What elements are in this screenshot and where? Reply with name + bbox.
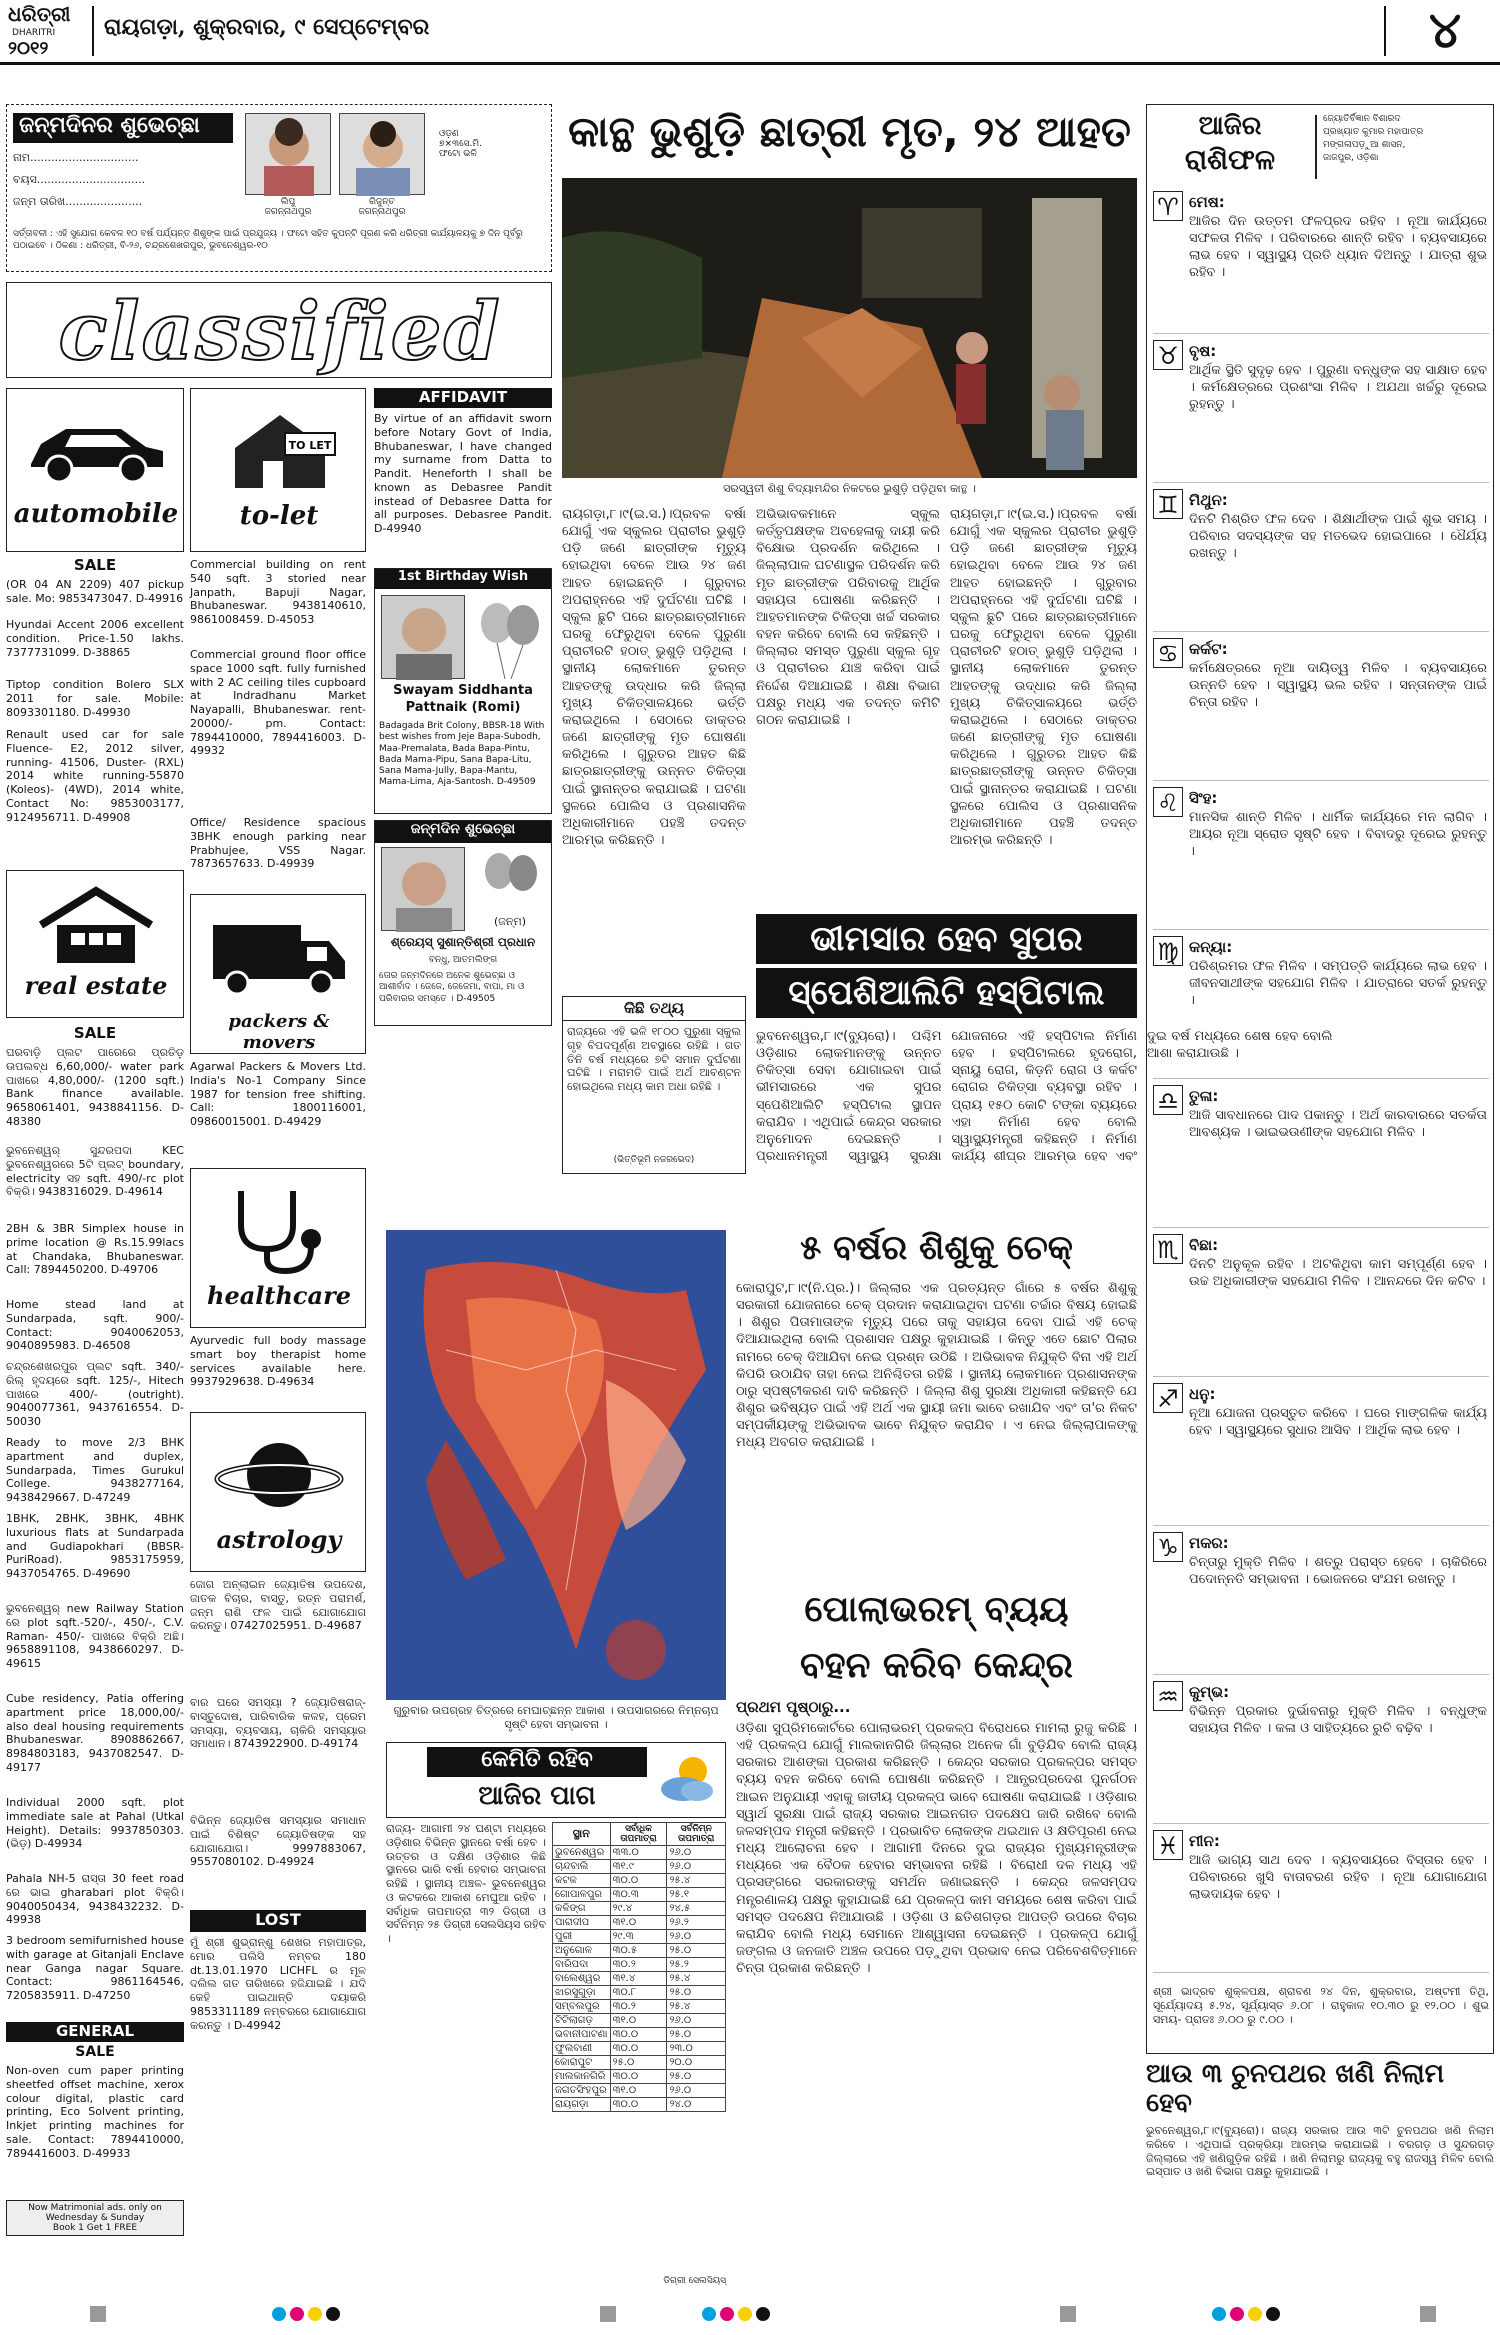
auto-ad-1: (OR 04 AN 2209) 407 pickup sale. Mo: 9853473047. D-49916: [6, 578, 184, 605]
child-photo-1: [245, 113, 331, 195]
horoscope-sign: [1153, 487, 1489, 632]
healthcare-box: [190, 1168, 366, 1328]
weather-max-cell: ୩୧.୪: [610, 1972, 667, 1986]
hospital-headline-1: ଭୀମସାର ହେବ ସୁପର: [756, 914, 1137, 964]
healthcare-ad: Ayurvedic full body massage smart boy therapist home services available here. 9937929638. D-49634: [190, 1334, 366, 1389]
janmadina-heading: ଜନ୍ମଦିନ ଶୁଭେଚ୍ଛା: [375, 821, 551, 843]
weather-table-row: [553, 1874, 726, 1888]
weather-table-row: [553, 2056, 726, 2070]
hospital-story-text: ଭୁବନେଶ୍ୱର,୮।୯(ବ୍ୟୁରୋ)। ପଶ୍ଚିମ ଓଡ଼ିଶାର ଲୋକମାନଙ୍କୁ ଉନ୍ନତ ଚିକିତ୍ସା ସେବା ଯୋଗାଇବା ପାଇଁ ଭୀମସାରରେ ଏକ ସୁପର ସ୍ପେଶିଆଲିଟି ହସ୍ପିଟାଲ ସ୍ଥାପନ କରାଯିବ । ଏଥିପାଇଁ କେନ୍ଦ୍ର ସରକାର ଅନୁମୋଦନ ଦେଇଛନ୍ତି । ପ୍ରଧାନମନ୍ତ୍ରୀ ସ୍ୱାସ୍ଥ୍ୟ ସୁରକ୍ଷା ଯୋଜନାରେ ଏହି ହସ୍ପିଟାଲ ନିର୍ମାଣ ହେବ । ହସ୍ପିଟାଲରେ ହୃଦରୋଗ, ସ୍ନାୟୁ ରୋଗ, କିଡ଼ନି ରୋଗ ଓ କର୍କଟ ରୋଗର ଚିକିତ୍ସା ବ୍ୟବସ୍ଥା ରହିବ । ପ୍ରାୟ ୧୫୦ କୋଟି ଟଙ୍କା ବ୍ୟୟରେ ଏହା ନିର୍ମାଣ ହେବ ବୋଲି ସ୍ୱାସ୍ଥ୍ୟମନ୍ତ୍ରୀ କହିଛନ୍ତି । ନିର୍ମାଣ କାର୍ଯ୍ୟ ଶୀଘ୍ର ଆରମ୍ଭ ହେବ ଏବଂ ଦୁଇ ବର୍ଷ ମଧ୍ୟରେ ଶେଷ ହେବ ବୋଲି ଆଶା କରାଯାଉଛି ।: [756, 1029, 1333, 1165]
weather-place-cell: ପାରାଦୀପ: [553, 1916, 611, 1930]
weather-min-cell: ୨୬.୦: [667, 2084, 726, 2098]
satellite-image: [386, 1230, 726, 1700]
packers-ad: Agarwal Packers & Movers Ltd. India's No-1 Company Since 1987 for tension free shifting. Call: 1800116001, 09860015001. D-49429: [190, 1060, 366, 1128]
automobile-box: [6, 388, 184, 552]
zodiac-text: ଦିନଟି ମିଶ୍ରିତ ଫଳ ଦେବ । ଶିକ୍ଷାର୍ଥୀଙ୍କ ପାଇଁ ଶୁଭ ସମୟ । ପରିବାର ସଦସ୍ୟଙ୍କ ସହ ମତଭେଦ ହୋଇପାରେ । ଧୈର୍ଯ୍ୟ ରଖନ୍ତୁ ।: [1189, 512, 1487, 562]
sale-heading: SALE: [6, 556, 184, 576]
weather-min-cell: ୨୫.୧: [667, 1888, 726, 1902]
weather-place-cell: ମାଲକାନଗିରି: [553, 2070, 611, 2084]
polavaram-headline-2: ବହନ କରିବ କେନ୍ଦ୍ର: [800, 1645, 1073, 1686]
zodiac-name: ସିଂହ:: [1189, 789, 1218, 807]
weather-min-cell: ୨୫.୨: [667, 1958, 726, 1972]
weather-title-box: [386, 1742, 726, 1818]
weather-place-cell: ଭୁବନେଶ୍ୱର: [553, 1846, 611, 1860]
yellow-dot: [1248, 2307, 1262, 2321]
zodiac-name: କର୍କଟ:: [1189, 640, 1228, 658]
weather-max-cell: ୩୦.୫: [610, 1944, 667, 1958]
weather-title-2: ଆଜିର ପାଗ: [478, 1781, 596, 1811]
weather-min-cell: ୨୩.୦: [667, 2042, 726, 2056]
zodiac-text: ଆଜିର ଦିନ ଉତ୍ତମ ଫଳପ୍ରଦ ରହିବ । ନୂଆ କାର୍ଯ୍ୟରେ ସଫଳତା ମିଳିବ । ପରିବାରରେ ଶାନ୍ତି ରହିବ । ବ୍ୟବସାୟରେ ଲାଭ ହେବ । ସ୍ୱାସ୍ଥ୍ୟ ପ୍ରତି ଧ୍ୟାନ ଦିଅନ୍ତୁ । ଯାତ୍ରା ଶୁଭ ରହିବ ।: [1189, 214, 1487, 281]
weather-min-cell: ୨୦.୦: [667, 2056, 726, 2070]
birthday-field-age: ବୟସ...............................: [13, 173, 146, 186]
automobile-label: automobile: [13, 499, 179, 529]
magenta-dot: [290, 2307, 304, 2321]
weather-max-cell: ୩୦.୦: [610, 2098, 667, 2112]
lost-heading: LOST: [190, 1910, 366, 1932]
black-dot: [326, 2307, 340, 2321]
first-birthday-heading: 1st Birthday Wish: [375, 569, 551, 589]
horoscope-sign: [1153, 934, 1489, 1079]
weather-table-row: [553, 1944, 726, 1958]
check-story-text: କୋରାପୁଟ,୮।୯(ନି.ପ୍ର.)। ଜିଲ୍ଲାର ଏକ ପ୍ରତ୍ୟନ୍ତ ଗାଁରେ ୫ ବର୍ଷର ଶିଶୁକୁ ସରକାରୀ ଯୋଜନାରେ ଚେକ୍ ପ୍ରଦାନ କରାଯାଇଥିବା ଘଟଣା ଚର୍ଚ୍ଚାର ବିଷୟ ହୋଇଛି । ଶିଶୁର ପିତାମାତାଙ୍କ ମୃତ୍ୟୁ ପରେ ତାକୁ ସହାୟତା ଦେବା ପାଇଁ ଏହି ଚେକ୍ ଦିଆଯାଇଥିଲା ବୋଲି ପ୍ରଶାସନ ପକ୍ଷରୁ କୁହାଯାଇଛି । କିନ୍ତୁ ଏତେ ଛୋଟ ପିଲାର ନାମରେ ଚେକ୍ ଦିଆଯିବା ନେଇ ପ୍ରଶ୍ନ ଉଠିଛି । ଅଭିଭାବକ ନିଯୁକ୍ତି ବିନା ଏହି ଅର୍ଥ କିପରି ଉଠାଯିବ ତାହା ନେଇ ଅନିଶ୍ଚିତତା ରହିଛି । ସ୍ଥାନୀୟ ଲୋକମାନେ ପ୍ରଶାସନଙ୍କ ଠାରୁ ସ୍ପଷ୍ଟୀକରଣ ଦାବି କରିଛନ୍ତି । ଜିଲ୍ଲା ଶିଶୁ ସୁରକ୍ଷା ଅଧିକାରୀ କହିଛନ୍ତି ଯେ ଶିଶୁର ଭବିଷ୍ୟତ ପାଇଁ ଏହି ଅର୍ଥ ଏକ ସ୍ଥାୟୀ ଜମା ଭାବେ ରଖାଯିବ ଏବଂ ତା'ର ନିକଟ ସମ୍ପର୍କୀୟଙ୍କୁ ଅଭିଭାବକ ଭାବେ ନିଯୁକ୍ତ କରାଯିବ । ଏ ନେଇ ଜିଲ୍ଲାପାଳଙ୍କୁ ମଧ୍ୟ ଅବଗତ କରାଯାଇଛି ।: [736, 1281, 1137, 1451]
to-let-ad-2: Commercial ground floor office space 1000 sqft. fully furnished with 2 AC ceiling tiles cupboard at Indradhanu Market Nayapalli, Bhubaneswar. rent-20000/- pm. Contact: 7894410000, 7894416003. D-49932: [190, 648, 366, 758]
weather-title-1: କେମିତି ରହିବ: [427, 1747, 647, 1777]
weather-max-cell: ୩୦.୨: [610, 1958, 667, 1972]
classified-col-3: [374, 388, 552, 1028]
masthead: [0, 0, 1500, 62]
weather-max-cell: ୩୩.୦: [610, 1846, 667, 1860]
yellow-dot: [738, 2307, 752, 2321]
zodiac-name: ତୁଳା:: [1189, 1087, 1219, 1105]
horoscope-sign: [1153, 1381, 1489, 1526]
cyan-dot: [1212, 2307, 1226, 2321]
baby-photo: [381, 595, 465, 679]
re-ad-10: Individual 2000 sqft. plot immediate sale at Pahal (Utkal Height). Details: 9937850303. (ଭିଡ଼) D-49934: [6, 1796, 184, 1851]
weather-max-cell: ୩୦.୦: [610, 2070, 667, 2084]
janmadina-name: ଶ୍ରେୟସ୍ ସୁଶାନ୍ତିଶ୍ରୀ ପ୍ରଧାନ: [390, 935, 536, 949]
first-birthday-text: Badagada Brit Colony, BBSR-18 With best wishes from Jeje Bapa-Subodh, Maa-Premalata, Bada Bapa-Pintu, Bada Mama-Pipu, Sana Bapa-Litu, Sana Mama-Jully, Bapa-Mantu, Mama-Lima, Aja-Santosh. D-49509: [379, 721, 545, 788]
weather-max-cell: ୨୯.୩: [610, 1930, 667, 1944]
masthead-dateline: ରାୟଗଡ଼ା, ଶୁକ୍ରବାର, ୯ ସେପ୍ଟେମ୍ବର: [104, 14, 430, 40]
hospital-headline-2: ସ୍ପେଶିଆଲିଟି ହସ୍ପିଟାଲ: [756, 968, 1137, 1018]
zodiac-text: ବିଭିନ୍ନ ପ୍ରକାର ଦୁର୍ଭାବନାରୁ ମୁକ୍ତି ମିଳିବ । ବନ୍ଧୁଙ୍କ ସହାୟତା ମିଳିବ । କଳା ଓ ସାହିତ୍ୟରେ ରୁଚି ବଢ଼ିବ ।: [1189, 1704, 1487, 1737]
lead-photo-caption: ସରସ୍ୱତୀ ଶିଶୁ ବିଦ୍ୟାମନ୍ଦିର ନିକଟରେ ଭୁଶୁଡ଼ି ପଡ଼ିଥିବା କାନ୍ଥ ।: [723, 482, 976, 495]
weather-table-row: [553, 1916, 726, 1930]
weather-place-cell: ଭବାନୀପାଟଣା: [553, 2028, 611, 2042]
zodiac-text: ମାନସିକ ଶାନ୍ତି ମିଳିବ । ଧାର୍ମିକ କାର୍ଯ୍ୟରେ ମନ ଲାଗିବ । ଆୟର ନୂଆ ସ୍ରୋତ ସୃଷ୍ଟି ହେବ । ବିବାଦରୁ ଦୂରେଇ ରୁହନ୍ତୁ ।: [1189, 810, 1487, 860]
cyan-dot: [272, 2307, 286, 2321]
weather-min-cell: ୨୬.୦: [667, 1930, 726, 1944]
masthead-logo: ଧରିତ୍ରୀ: [8, 2, 71, 26]
horoscope-astrologer: ଜ୍ୟୋତିର୍ବିଜ୍ଞାନ ବିଶାରଦ ପ୍ରଖ୍ୟାତ କୁମାର ମହାପାତ୍ର ମଙ୍ଗଳାପଡ଼ୁଆ ଶାସନ, ଜାଜପୁର, ଓଡ଼ିଶା: [1323, 114, 1424, 164]
horoscope-title-2: ରାଶିଫଳ: [1184, 143, 1276, 176]
weather-table-row: [553, 1888, 726, 1902]
weather-table-row: [553, 1902, 726, 1916]
re-ad-5: ଚନ୍ଦ୍ରଶେଖରପୁର ପ୍ଲଟ sqft. 340/- ରିଲ୍ ହୃଦୟରେ sqft. 125/-, Hitech ପାଖରେ 400/- (outright). 9040077361, 9437616554. D-50030: [6, 1360, 184, 1428]
page-number: ୪: [1428, 0, 1462, 59]
zodiac-name: ବିଛା:: [1189, 1236, 1219, 1254]
weather-table: [552, 1822, 726, 2112]
photo-size-note: ଓଡ଼ଣ ୭×୩ସେ.ମି. ଫଟୋ ଭଳି: [439, 129, 482, 159]
reg-bar-mid-1: [600, 2306, 616, 2322]
weather-min-cell: ୨୬.୦: [667, 2014, 726, 2028]
weather-max-cell: ୩୦.୦: [610, 2042, 667, 2056]
weather-min-cell: ୨୫.୪: [667, 1874, 726, 1888]
auction-headline: ଆଉ ୩ ଚୁନପଥର ଖଣି ନିଲାମ ହେବ: [1146, 2059, 1445, 2118]
masthead-divider: [92, 6, 94, 56]
horoscope-sign: [1153, 1679, 1489, 1824]
general-ad: Non-oven cum paper printing sheetfed offset machine, xerox colour digital, plastic card printing, Eco Solvent printing, Inkjet printing machines for sale. Contact: 7894410000, 7894416003. D-49933: [6, 2064, 184, 2160]
zodiac-name: ଧନୁ:: [1189, 1385, 1216, 1403]
re-ad-3: 2BH & 3BR Simplex house in prime location @ Rs.15.99lacs at Chandaka, Bhubaneswar. Call: 7894450200. D-49706: [6, 1222, 184, 1277]
zodiac-text: ନୂଆ ଯୋଜନା ପ୍ରସ୍ତୁତ କରିବେ । ଘରେ ମାଙ୍ଗଳିକ କାର୍ଯ୍ୟ ହେବ । ସ୍ୱାସ୍ଥ୍ୟରେ ସୁଧାର ଆସିବ । ଆର୍ଥିକ ଲାଭ ହେବ ।: [1189, 1406, 1487, 1439]
weather-table-row: [553, 1972, 726, 1986]
color-dots-1: [270, 2306, 390, 2324]
weather-place-cell: ଜଗତସିଂହପୁର: [553, 2084, 611, 2098]
real-estate-box: [6, 870, 184, 1018]
affidavit-heading: AFFIDAVIT: [374, 388, 552, 408]
weather-place-cell: ସମ୍ବଲପୁର: [553, 2000, 611, 2014]
weather-max-cell: ୩୧.୦: [610, 1916, 667, 1930]
masthead-year: ୨୦୧୨: [8, 38, 49, 59]
weather-max-cell: ୩୧.୦: [610, 2084, 667, 2098]
weather-table-row: [553, 2098, 726, 2112]
re-ad-4: Home stead land at Sundarpada, sqft. 900/- Contact: 9040062053, 9040895983. D-46508: [6, 1298, 184, 1353]
weather-col-max: ସର୍ବାଧିକ ତାପମାତ୍ରା: [610, 1823, 667, 1846]
classified-title: classified: [58, 284, 502, 378]
masthead-page-divider: [1384, 6, 1386, 56]
weather-min-cell: ୨୫.୦: [667, 2028, 726, 2042]
classified-banner: [6, 282, 552, 378]
weather-source: ଡିଗ୍ରୀ ସେଲସିୟସ୍: [663, 2276, 726, 2286]
child-caption-2: ରିଜୁନ୍ତ ଜଗନ୍ନାଥପୁର: [358, 197, 406, 217]
weather-max-cell: ୩୧.୯: [610, 1860, 667, 1874]
zodiac-name: ବୃଷ:: [1189, 342, 1217, 360]
horoscope-title-1: ଆଜିର: [1198, 111, 1262, 141]
truck-icon: [209, 917, 349, 997]
zodiac-name: ମୀନ:: [1189, 1832, 1220, 1850]
magenta-dot: [720, 2307, 734, 2321]
color-dots-2: [700, 2306, 820, 2324]
hospital-headline-box: [756, 912, 1137, 1022]
re-ad-12: 3 bedroom semifurnished house with garage at Gitanjali Enclave near Ganga nagar Square. Contact: 9861164546, 7205835911. D-47250: [6, 1934, 184, 2002]
facts-heading: କିଛି ତଥ୍ୟ: [563, 999, 745, 1021]
astro-ad-2: ବାର ଘରେ ସମସ୍ୟା ? ଜ୍ୟୋତିଷରାଜ୍- ବାସ୍ତୁଦୋଷ, ପାରିବାରିକ କଳହ, ପ୍ରେମ ସମସ୍ୟା, ବ୍ୟବସାୟ, ଚାକିରି ସମସ୍ୟାର ସମାଧାନ। 8743922900. D-49174: [190, 1696, 366, 1751]
matrimonial-note: Now Matrimonial ads. only on Wednesday & Sunday Book 1 Get 1 FREE: [6, 2200, 184, 2236]
weather-table-row: [553, 2042, 726, 2056]
auto-ad-2: Hyundai Accent 2006 excellent condition. Price-1.50 lakhs. 7377731099. D-38865: [6, 618, 184, 659]
auction-text: ଭୁବନେଶ୍ୱର,୮।୯(ବ୍ୟୁରୋ)। ରାଜ୍ୟ ସରକାର ଆଉ ୩ଟି ଚୁନପଥର ଖଣି ନିଲାମ କରିବେ । ଏଥିପାଇଁ ପ୍ରକ୍ରିୟା ଆରମ୍ଭ କରାଯାଇଛି । ବରଗଡ଼ ଓ ସୁନ୍ଦରଗଡ଼ ଜିଲ୍ଲାରେ ଏହି ଖଣିଗୁଡ଼ିକ ରହିଛି । ଖଣି ନିଲାମରୁ ରାଜ୍ୟକୁ ବହୁ ରାଜସ୍ୱ ମିଳିବ ବୋଲି ଇସ୍ପାତ ଓ ଖଣି ବିଭାଗ ପକ୍ଷରୁ କୁହାଯାଇଛି ।: [1146, 2124, 1494, 2179]
weather-place-cell: କଟକ: [553, 1874, 611, 1888]
classified-col-2: [190, 388, 366, 2293]
child-caption-1: ଲିପୁ ଜଗନ୍ନାଥପୁର: [264, 197, 312, 217]
zodiac-icon: ♑: [1153, 1532, 1183, 1562]
zodiac-name: ମେଷ:: [1189, 193, 1225, 211]
zodiac-icon: ♏: [1153, 1234, 1183, 1264]
weather-col-min: ସର୍ବନିମ୍ନ ତାପମାତ୍ରା: [667, 1823, 726, 1846]
masthead-logo-sub: DHARITRI: [12, 28, 56, 38]
janmadina-photo: [381, 847, 465, 931]
cyan-dot: [702, 2307, 716, 2321]
janmadina-sub: ବନ୍ଧୁ, ଆତମଲିଙ୍ଗ: [428, 955, 498, 965]
weather-max-cell: ୩୦.୩: [610, 1888, 667, 1902]
to-let-house-icon: [215, 403, 345, 493]
car-icon: [21, 409, 171, 489]
lost-ad: ମୁଁ ଶ୍ରୀ ଶୁଭ୍ରାନ୍ଶୁ ଶେଖର ମହାପାତ୍ର, ମୋର ପଲିସି ନମ୍ବର 180 dt.13.01.1970 LICHFL ର ମୂଳ ଦଲିଲ ଗତ ତାରିଖରେ ହଜିଯାଇଛି । ଯଦି କେହି ପାଇଥାନ୍ତି ଦୟାକରି 9853311189 ନମ୍ବରରେ ଯୋଗାଯୋଗ କରନ୍ତୁ । D-49942: [190, 1936, 366, 2032]
weather-min-cell: ୨୫.୦: [667, 2070, 726, 2084]
svg-text:TO LET: TO LET: [288, 439, 332, 452]
zodiac-text: ଆଜି ଭାଗ୍ୟ ସାଥ ଦେବ । ବ୍ୟବସାୟରେ ବିସ୍ତାର ହେବ । ପରିବାରରେ ଖୁସି ବାତାବରଣ ରହିବ । ନୂଆ ଯୋଗାଯୋଗ ଲାଭଦାୟକ ହେବ ।: [1189, 1853, 1487, 1903]
lead-headline: କାନ୍ଥ ଭୁଶୁଡ଼ି ଛାତ୍ରୀ ମୃତ, ୨୪ ଆହତ: [568, 107, 1131, 156]
lead-story-col1: ରାୟଗଡ଼ା,୮।୯(ଇ.ସ.)।ପ୍ରବଳ ବର୍ଷା ଯୋଗୁଁ ଏକ ସ୍କୁଲର ପ୍ରାଚୀର ଭୁଶୁଡ଼ି ପଡ଼ି ଜଣେ ଛାତ୍ରୀଙ୍କ ମୃତ୍ୟୁ ହୋଇଥିବା ବେଳେ ଆଉ ୨୪ ଜଣ ଆହତ ହୋଇଛନ୍ତି । ଗୁରୁବାର ଅପରାହ୍ନରେ ଏହି ଦୁର୍ଘଟଣା ଘଟିଛି । ସ୍କୁଲ ଛୁଟି ପରେ ଛାତ୍ରଛାତ୍ରୀମାନେ ଘରକୁ ଫେରୁଥିବା ବେଳେ ପୁରୁଣା ପ୍ରାଚୀରଟି ହଠାତ୍ ଭୁଶୁଡ଼ି ପଡ଼ିଥିଲା । ସ୍ଥାନୀୟ ଲୋକମାନେ ତୁରନ୍ତ ଆହତଙ୍କୁ ଉଦ୍ଧାର କରି ଜିଲ୍ଲା ମୁଖ୍ୟ ଚିକିତ୍ସାଳୟରେ ଭର୍ତ୍ତି କରାଇଥିଲେ । ସେଠାରେ ଡାକ୍ତର ଜଣେ ଛାତ୍ରୀଙ୍କୁ ମୃତ ଘୋଷଣା କରିଥିଲେ । ଗୁରୁତର ଆହତ କିଛି ଛାତ୍ରଛାତ୍ରୀଙ୍କୁ ଉନ୍ନତ ଚିକିତ୍ସା ପାଇଁ ସ୍ଥାନାନ୍ତର କରାଯାଇଛି । ଘଟଣା ସ୍ଥଳରେ ପୋଲିସ ଓ ପ୍ରଶାସନିକ ଅଧିକାରୀମାନେ ପହଞ୍ଚି ତଦନ୍ତ ଆରମ୍ଭ କରିଛନ୍ତି ।: [562, 507, 746, 848]
weather-max-cell: ୩୦.୦: [610, 1874, 667, 1888]
affidavit-text: By virtue of an affidavit sworn before Notary Govt of India, Bhubaneswar, I have changed my surname from Datta to Pandit. Heneforth I shall be known as Debasree Pandit instead of Debasree Datta for all purposes. Debasree Pandit. D-49940: [374, 412, 552, 535]
re-ad-11: Pahala NH-5 ରାସ୍ତା 30 feet road ରେ ଭାଇ gharabari plot ବିକ୍ରି। 9040050434, 9438432232. D-49938: [6, 1872, 184, 1927]
zodiac-icon: ♊: [1153, 489, 1183, 519]
classified-col-1: [6, 388, 184, 2293]
black-dot: [1266, 2307, 1280, 2321]
facts-text: ରାଜ୍ୟରେ ଏହି ଭଳି ୧୮୦୦ ପୁରୁଣା ସ୍କୁଲ ଗୃହ ବିପଦପୂର୍ଣ୍ଣ ଅବସ୍ଥାରେ ରହିଛି । ଗତ ତିନି ବର୍ଷ ମଧ୍ୟରେ ୭ଟି ସମାନ ଦୁର୍ଘଟଣା ଘଟିଛି । ମରାମତି ପାଇଁ ଅର୍ଥ ଆବଣ୍ଟନ ହୋଇଥିଲେ ମଧ୍ୟ କାମ ଅଧା ରହିଛି ।: [567, 1025, 741, 1093]
auto-ad-3: Tiptop condition Bolero SLX 2011 for sale. Mobile: 8093301180. D-49930: [6, 678, 184, 719]
birthday-coupon: [6, 104, 552, 272]
re-ad-6: Ready to move 2/3 BHK apartment and duplex, Sundarpada, Times Gurukul College. 9438277164, 9438429667. D-47249: [6, 1436, 184, 1504]
weather-place-cell: ବାରିପଦା: [553, 1958, 611, 1972]
horoscope-title-divider: [1315, 115, 1317, 179]
weather-min-cell: ୨୪.୦: [667, 2098, 726, 2112]
house-icon: [31, 885, 161, 965]
weather-place-cell: ଝାରସୁଗୁଡ଼ା: [553, 1986, 611, 2000]
zodiac-icon: ♌: [1153, 787, 1183, 817]
weather-min-cell: ୨୪.୫: [667, 1902, 726, 1916]
zodiac-icon: ♎: [1153, 1085, 1183, 1115]
weather-table-header: [553, 1823, 726, 1846]
weather-place-cell: ଚାନ୍ଦବାଲି: [553, 1860, 611, 1874]
weather-table-row: [553, 1860, 726, 1874]
birthday-terms: ସର୍ତ୍ତାବଳୀ : ଏହି ସୁଯୋଗ କେବଳ ୧୦ ବର୍ଷ ପର୍ଯ୍ୟନ୍ତ ଶିଶୁଙ୍କ ପାଇଁ ପ୍ରଯୁଜ୍ୟ । ଫଟୋ ସହିତ କୁପନ୍‌ଟି ପୂରଣ କରି ଧରିତ୍ରୀ କାର୍ଯ୍ୟାଳୟକୁ ୭ ଦିନ ପୂର୍ବରୁ ପଠାଇବେ । ଠିକଣା : ଧରିତ୍ରୀ, ବି-୨୬, ଚନ୍ଦ୍ରଶେଖରପୁର, ଭୁବନେଶ୍ୱର-୧୦: [13, 229, 523, 251]
weather-table-row: [553, 1958, 726, 1972]
real-estate-label: real estate: [24, 971, 168, 1000]
horoscope-signs: [1153, 189, 1489, 1979]
weather-text: ରାଜ୍ୟ- ଆଗାମୀ ୨୪ ଘଣ୍ଟା ମଧ୍ୟରେ ଓଡ଼ିଶାର ବିଭିନ୍ନ ସ୍ଥାନରେ ବର୍ଷା ହେବ । ଉତ୍ତର ଓ ଦକ୍ଷିଣ ଓଡ଼ିଶାର କିଛି ସ୍ଥାନରେ ଭାରି ବର୍ଷା ହେବାର ସମ୍ଭାବନା ରହିଛି । ସ୍ଥାନୀୟ ଅଞ୍ଚଳ- ଭୁବନେଶ୍ୱର ଓ କଟକରେ ଆକାଶ ମେଘୁଆ ରହିବ । ସର୍ବାଧିକ ତାପମାତ୍ରା ୩୨ ଡିଗ୍ରୀ ଓ ସର୍ବନିମ୍ନ ୨୫ ଡିଗ୍ରୀ ସେଲସିୟସ ରହିବ ।: [386, 1822, 546, 1945]
packers-label: packers & movers: [228, 1011, 330, 1053]
weather-table-row: [553, 2070, 726, 2084]
weather-table-row: [553, 2014, 726, 2028]
weather-place-cell: ବାଲେଶ୍ୱର: [553, 1972, 611, 1986]
horoscope-sign: [1153, 1083, 1489, 1228]
healthcare-label: healthcare: [207, 1281, 351, 1310]
janmadina-text: ତୋର ଜନ୍ମଦିନରେ ଅନେକ ଶୁଭେଚ୍ଛା ଓ ଆଶୀର୍ବାଦ । ଜେଜେ, ଜେଜେମା, ବାପା, ମା ଓ ପରିବାରର ସମସ୍ତେ । D-49505: [379, 971, 525, 1004]
astro-ad-1: ଜୋଗ ଅନ୍‌ଲାଇନ ଜ୍ୟୋତିଷ ଉପଦେଶ, ଜାତକ ବିଚାର, ବାସ୍ତୁ, ରତ୍ନ ପରାମର୍ଶ, ଜନ୍ମ ରାଶି ଫଳ ପାଇଁ ଯୋଗାଯୋଗ କରନ୍ତୁ। 07427025951. D-49687: [190, 1578, 366, 1633]
weather-place-cell: ଟିଟିଲାଗଡ଼: [553, 2014, 611, 2028]
reg-bar-right: [1420, 2306, 1436, 2322]
re-sale-heading: SALE: [6, 1024, 184, 1044]
zodiac-name: କନ୍ୟା:: [1189, 938, 1233, 956]
zodiac-name: ମକର:: [1189, 1534, 1229, 1552]
weather-table-row: [553, 1930, 726, 1944]
weather-table-row: [553, 2028, 726, 2042]
weather-min-cell: ୨୫.୦: [667, 1944, 726, 1958]
zodiac-text: ଆର୍ଥିକ ସ୍ଥିତି ସୁଦୃଢ଼ ହେବ । ପୁରୁଣା ବନ୍ଧୁଙ୍କ ସହ ସାକ୍ଷାତ ହେବ । କର୍ମକ୍ଷେତ୍ରରେ ପ୍ରଶଂସା ମିଳିବ । ଅଯଥା ଖର୍ଚ୍ଚରୁ ଦୂରେଇ ରୁହନ୍ତୁ ।: [1189, 363, 1487, 413]
zodiac-icon: ♓: [1153, 1830, 1183, 1860]
polavaram-headline-1: ପୋଲାଭରମ୍ ବ୍ୟୟ: [804, 1589, 1069, 1630]
magenta-dot: [1230, 2307, 1244, 2321]
zodiac-text: କର୍ମକ୍ଷେତ୍ରରେ ନୂଆ ଦାୟିତ୍ୱ ମିଳିବ । ବ୍ୟବସାୟରେ ଉନ୍ନତି ହେବ । ସ୍ୱାସ୍ଥ୍ୟ ଭଲ ରହିବ । ସନ୍ତାନଙ୍କ ପାଇଁ ଚିନ୍ତା ରହିବ ।: [1189, 661, 1487, 711]
facts-box: [562, 996, 746, 1174]
zodiac-name: କୁମ୍ଭ:: [1189, 1683, 1230, 1701]
re-ad-9: Cube residency, Patia offering apartment price 18,000,00/- also deal housing requirements Bhubaneswar. 8908862667, 8984803183, 9437082547. D-49177: [6, 1692, 184, 1774]
weather-place-cell: କୋରାପୁଟ: [553, 2056, 611, 2070]
weather-place-cell: କଳିଙ୍ଗ: [553, 1902, 611, 1916]
astrology-label: astrology: [216, 1525, 342, 1554]
zodiac-icon: ♐: [1153, 1383, 1183, 1413]
zodiac-icon: ♈: [1153, 191, 1183, 221]
general-sale-heading: SALE: [6, 2044, 184, 2062]
weather-place-cell: ଅନୁଗୋଳ: [553, 1944, 611, 1958]
weather-place-cell: ଫୁଲବାଣୀ: [553, 2042, 611, 2056]
color-dots-3: [1210, 2306, 1330, 2324]
weather-min-cell: ୨୫.୪: [667, 1972, 726, 1986]
polavaram-text: ଓଡ଼ିଶା ସୁପ୍ରିମକୋର୍ଟରେ ପୋଲାଭରମ୍ ପ୍ରକଳ୍ପ ବିରୋଧରେ ମାମଲା ରୁଜୁ କରିଛି । ଏହି ପ୍ରକଳ୍ପ ଯୋଗୁଁ ମାଲକାନଗିରି ଜିଲ୍ଲାର ଅନେକ ଗାଁ ବୁଡ଼ିଯିବ ବୋଲି ରାଜ୍ୟ ସରକାର ଆଶଙ୍କା ପ୍ରକାଶ କରିଛନ୍ତି । କେନ୍ଦ୍ର ସରକାର ପ୍ରକଳ୍ପର ସମସ୍ତ ବ୍ୟୟ ବହନ କରିବେ ବୋଲି ଘୋଷଣା କରିଛନ୍ତି । ଆନ୍ଧ୍ରପ୍ରଦେଶ ପୁନର୍ଗଠନ ଆଇନ ଅନୁଯାୟୀ ଏହାକୁ ଜାତୀୟ ପ୍ରକଳ୍ପ ଭାବେ ଘୋଷଣା କରାଯାଇଛି । ଓଡ଼ିଶାର ସ୍ୱାର୍ଥ ସୁରକ୍ଷା ପାଇଁ ରାଜ୍ୟ ସରକାର ଆଇନଗତ ପଦକ୍ଷେପ ଜାରି ରଖିବେ ବୋଲି ଜଳସମ୍ପଦ ମନ୍ତ୍ରୀ କହିଛନ୍ତି । ପ୍ରଭାବିତ ଲୋକଙ୍କ ଥଇଥାନ ଓ କ୍ଷତିପୂରଣ ନେଇ ମଧ୍ୟ ଆଲୋଚନା ହେବ । ଆଗାମୀ ଦିନରେ ଦୁଇ ରାଜ୍ୟର ମୁଖ୍ୟମନ୍ତ୍ରୀଙ୍କ ମଧ୍ୟରେ ଏକ ବୈଠକ ହେବାର ସମ୍ଭାବନା ରହିଛି । ବିରୋଧୀ ଦଳ ମଧ୍ୟ ଏହି ପ୍ରସଙ୍ଗରେ ସରକାରଙ୍କୁ ସମର୍ଥନ ଜଣାଇଛନ୍ତି । କେନ୍ଦ୍ର ଜଳସମ୍ପଦ ମନ୍ତ୍ରଣାଳୟ ପକ୍ଷରୁ କୁହାଯାଇଛି ଯେ ପ୍ରକଳ୍ପ କାମ ସମୟରେ ଶେଷ କରିବା ପାଇଁ ସମସ୍ତ ପଦକ୍ଷେପ ନିଆଯାଉଛି । ଓଡ଼ିଶା ଓ ଛତିଶଗଡ଼ର ଆପତ୍ତି ଉପରେ ବିଚାର କରାଯିବ ବୋଲି ମଧ୍ୟ ସେମାନେ ଆଶ୍ୱାସନା ଦେଇଛନ୍ତି । ପ୍ରକଳ୍ପ ଯୋଗୁଁ ଜଙ୍ଗଲ ଓ ଜନଜାତି ଅଞ୍ଚଳ ଉପରେ ପଡ଼ୁଥିବା ପ୍ରଭାବ ନେଇ ପରିବେଶବିତ୍‌ମାନେ ଚିନ୍ତା ପ୍ରକାଶ କରିଛନ୍ତି ।: [736, 1721, 1137, 1977]
re-ad-1: ଘରବାଡ଼ି ପ୍ଲଟ ପାରେରେ ପ୍ରତିଡ଼ ଉପଲବ୍ଧ 6,60,000/- water park ପାଖରେ 4,80,000/- (1200 sqft.) Bank finance available. 9658061401, 9438841156. D-48380: [6, 1046, 184, 1128]
zodiac-icon: ♉: [1153, 340, 1183, 370]
to-let-ad-3: Office/ Residence spacious 3BHK enough parking near Prabhujee, VSS Nagar. 7873657633. D-49939: [190, 816, 366, 871]
to-let-box: [190, 388, 366, 552]
weather-max-cell: ୨୯.୪: [610, 1902, 667, 1916]
masthead-rule: [0, 62, 1500, 65]
weather-col-place: ସ୍ଥାନ: [553, 1823, 611, 1846]
weather-min-cell: ୨୫.୪: [667, 2000, 726, 2014]
zodiac-text: ପରିଶ୍ରମର ଫଳ ମିଳିବ । ସମ୍ପତ୍ତି କାର୍ଯ୍ୟରେ ଲାଭ ହେବ । ଜୀବନସାଥୀଙ୍କ ସହଯୋଗ ମିଳିବ । ଯାତ୍ରାରେ ସତର୍କ ରୁହନ୍ତୁ ।: [1189, 959, 1487, 1009]
re-ad-8: ଭୁବନେଶ୍ୱର୍ new Railway Station ରେ plot sqft.-520/-, 450/-, C.V. Raman- 450/- ପାଖରେ ବିକ୍ରି ଅଛି। 9658891108, 9438660297. D-49615: [6, 1602, 184, 1670]
weather-min-cell: ୨୬.୦: [667, 1860, 726, 1874]
birthday-field-name: ନାମ...............................: [13, 151, 139, 164]
general-heading: GENERAL: [6, 2022, 184, 2042]
black-dot: [756, 2307, 770, 2321]
lead-photo: [562, 178, 1137, 478]
print-marks: [0, 2296, 1500, 2335]
janmadina-label: (ଜନ୍ମ): [494, 915, 526, 928]
weather-table-row: [553, 1986, 726, 2000]
packers-box: [190, 894, 366, 1054]
birthday-field-dob: ଜନ୍ମ ତାରିଖ......................: [13, 195, 143, 208]
reg-bar-left: [90, 2306, 106, 2322]
polavaram-lead: ପ୍ରଥମ ପୃଷ୍ଠାରୁ...: [736, 1698, 851, 1716]
janmadina-box: [374, 820, 552, 1026]
zodiac-text: ଚିନ୍ତାରୁ ମୁକ୍ତି ମିଳିବ । ଶତ୍ରୁ ପରାସ୍ତ ହେବେ । ଚାକିରିରେ ପଦୋନ୍ନତି ସମ୍ଭାବନା । ଭୋଜନରେ ସଂଯମ ରଖନ୍ତୁ ।: [1189, 1555, 1487, 1588]
zodiac-text: ଆଜି ସାବଧାନରେ ପାଦ ପକାନ୍ତୁ । ଅର୍ଥ କାରବାରରେ ସତର୍କତା ଆବଶ୍ୟକ । ଭାଇଭଉଣୀଙ୍କ ସହଯୋଗ ମିଳିବ ।: [1189, 1108, 1487, 1141]
weather-max-cell: ୩୦.୦: [610, 2028, 667, 2042]
weather-place-cell: ପୁରୀ: [553, 1930, 611, 1944]
weather-table-row: [553, 2000, 726, 2014]
child-photo-2: [339, 113, 425, 195]
yellow-dot: [308, 2307, 322, 2321]
facts-source: (ଭିତ୍ତିଭୂମି ନଜରଭେଦ): [613, 1155, 695, 1165]
horoscope-footer: ଶ୍ରୀ ଭାଦ୍ରବ ଶୁକ୍ଳପକ୍ଷ, ଶ୍ରାବଣ ୨୪ ଦିନ, ଶୁକ୍ରବାର, ଅଷ୍ଟମୀ ତିଥି, ସୂର୍ଯ୍ୟୋଦୟ ୫.୨୪, ସୂର୍ଯ୍ୟାସ୍ତ ୬.୦୮ । ରାହୁକାଳ ୧୦.୩୦ ରୁ ୧୨.୦୦ । ଶୁଭ ସମୟ- ପ୍ରାତଃ ୬.୦୦ ରୁ ୯.୦୦ ।: [1153, 1985, 1489, 2026]
stethoscope-icon: [221, 1185, 337, 1275]
auto-ad-4: Renault used car for sale Fluence- E2, 2012 silver, running- 41506, Duster- (RXL) 2014 white running-55870 (Koleos)- (4WD), 2014 white, Contact No: 9853003177, 9124956711. D-49908: [6, 728, 184, 824]
planet-icon: [213, 1427, 345, 1523]
weather-table-row: [553, 2084, 726, 2098]
birthday-coupon-title: ଜନ୍ମଦିନର ଶୁଭେଚ୍ଛା: [13, 113, 233, 143]
to-let-ad-1: Commercial building on rent 540 sqft. 3 storied near Janpath, Bapuji Nagar, Bhubaneswar. 9438140610, 9861008459. D-45053: [190, 558, 366, 626]
balloons-icon: [475, 595, 545, 679]
zodiac-icon: ♍: [1153, 936, 1183, 966]
zodiac-icon: ♒: [1153, 1681, 1183, 1711]
weather-place-cell: ରାୟଗଡ଼ା: [553, 2098, 611, 2112]
zodiac-text: ଦିନଟି ଅନୁକୂଳ ରହିବ । ଅଟକିଥିବା କାମ ସମ୍ପୂର୍ଣ୍ଣ ହେବ । ଉଚ୍ଚ ଅଧିକାରୀଙ୍କ ସହଯୋଗ ମିଳିବ । ଆନନ୍ଦରେ ଦିନ କଟିବ ।: [1189, 1257, 1487, 1290]
satellite-caption: ଗୁରୁବାର ଉପଗ୍ରହ ଚିତ୍ରରେ ମେଘାଚ୍ଛନ୍ନ ଆକାଶ । ଉପସାଗରରେ ନିମ୍ନଚାପ ସୃଷ୍ଟି ହେବା ସମ୍ଭାବନା ।: [393, 1704, 719, 1731]
check-headline: ୫ ବର୍ଷର ଶିଶୁକୁ ଚେକ୍: [800, 1228, 1073, 1268]
weather-place-cell: ଗୋପାଳପୁର: [553, 1888, 611, 1902]
astrology-box: [190, 1412, 366, 1572]
horoscope-sign: [1153, 1530, 1489, 1675]
re-ad-2: ଭୁବନେଶ୍ୱର୍ ସୁନ୍ଦରପଦା KEC ଭୁବନେଶ୍ୱରରେ 5ଟି ପ୍ଲଟ୍ boundary, electricity ସହ sqft. 490/-rc plot ବିକ୍ରି। 9438316029. D-49614: [6, 1144, 184, 1199]
zodiac-name: ମିଥୁନ:: [1189, 491, 1228, 509]
horoscope-sign: [1153, 1828, 1489, 1973]
horoscope-sign: [1153, 189, 1489, 334]
weather-max-cell: ୩୦.୮: [610, 1986, 667, 2000]
horoscope-sign: [1153, 338, 1489, 483]
horoscope-sign: [1153, 785, 1489, 930]
horoscope-sign: [1153, 636, 1489, 781]
weather-sun-cloud-icon: [657, 1751, 717, 1807]
weather-max-cell: ୨୫.୦: [610, 2056, 667, 2070]
zodiac-icon: ♋: [1153, 638, 1183, 668]
reg-bar-mid-2: [1060, 2306, 1076, 2322]
horoscope-panel: [1146, 104, 1494, 2054]
lead-story-col2: ଅଭିଭାବକମାନେ ସ୍କୁଲ କର୍ତ୍ତୃପକ୍ଷଙ୍କ ଅବହେଳାକୁ ଦାୟୀ କରି ବିକ୍ଷୋଭ ପ୍ରଦର୍ଶନ କରିଥିଲେ । ଜିଲ୍ଲାପାଳ ଘଟଣାସ୍ଥଳ ପରିଦର୍ଶନ କରି ମୃତ ଛାତ୍ରୀଙ୍କ ପରିବାରକୁ ଆର୍ଥିକ ସହାୟତା ଘୋଷଣା କରିଛନ୍ତି । ଆହତମାନଙ୍କ ଚିକିତ୍ସା ଖର୍ଚ୍ଚ ସରକାର ବହନ କରିବେ ବୋଲି ସେ କହିଛନ୍ତି । ଜିଲ୍ଲାର ସମସ୍ତ ପୁରୁଣା ସ୍କୁଲ ଗୃହ ଓ ପ୍ରାଚୀରର ଯାଞ୍ଚ କରିବା ପାଇଁ ନିର୍ଦ୍ଦେଶ ଦିଆଯାଇଛି । ଶିକ୍ଷା ବିଭାଗ ପକ୍ଷରୁ ମଧ୍ୟ ଏକ ତଦନ୍ତ କମିଟି ଗଠନ କରାଯାଇଛି ।: [756, 507, 940, 728]
weather-min-cell: ୨୬.୨: [667, 1916, 726, 1930]
first-birthday-box: [374, 568, 552, 814]
baby-name: Swayam Siddhanta Pattnaik (Romi): [393, 683, 533, 715]
to-let-label: to-let: [239, 501, 319, 531]
weather-max-cell: ୩୧.୦: [610, 2014, 667, 2028]
weather-max-cell: ୩୦.୨: [610, 2000, 667, 2014]
astro-ad-3: ବିଭିନ୍ନ ଜ୍ୟୋତିଷ ସମସ୍ୟାର ସମାଧାନ ପାଇଁ ବିଶିଷ୍ଟ ଜ୍ୟୋତିଷଙ୍କ ସହ ଯୋଗାଯୋଗ। 9997883067, 9557080102. D-49924: [190, 1814, 366, 1869]
re-ad-7: 1BHK, 2BHK, 3BHK, 4BHK luxurious flats at Sundarpada and Gudiapokhari (BBSR-PuriRoad). 9853175959, 9437054765. D-49690: [6, 1512, 184, 1580]
janmadina-balloons-icon: [475, 847, 545, 911]
horoscope-sign: [1153, 1232, 1489, 1377]
weather-min-cell: ୨୬.୦: [667, 1846, 726, 1860]
weather-min-cell: ୨୫.୦: [667, 1986, 726, 2000]
weather-table-row: [553, 1846, 726, 1860]
lead-story-col3: ରାୟଗଡ଼ା,୮।୯(ଇ.ସ.)।ପ୍ରବଳ ବର୍ଷା ଯୋଗୁଁ ଏକ ସ୍କୁଲର ପ୍ରାଚୀର ଭୁଶୁଡ଼ି ପଡ଼ି ଜଣେ ଛାତ୍ରୀଙ୍କ ମୃତ୍ୟୁ ହୋଇଥିବା ବେଳେ ଆଉ ୨୪ ଜଣ ଆହତ ହୋଇଛନ୍ତି । ଗୁରୁବାର ଅପରାହ୍ନରେ ଏହି ଦୁର୍ଘଟଣା ଘଟିଛି । ସ୍କୁଲ ଛୁଟି ପରେ ଛାତ୍ରଛାତ୍ରୀମାନେ ଘରକୁ ଫେରୁଥିବା ବେଳେ ପୁରୁଣା ପ୍ରାଚୀରଟି ହଠାତ୍ ଭୁଶୁଡ଼ି ପଡ଼ିଥିଲା । ସ୍ଥାନୀୟ ଲୋକମାନେ ତୁରନ୍ତ ଆହତଙ୍କୁ ଉଦ୍ଧାର କରି ଜିଲ୍ଲା ମୁଖ୍ୟ ଚିକିତ୍ସାଳୟରେ ଭର୍ତ୍ତି କରାଇଥିଲେ । ସେଠାରେ ଡାକ୍ତର ଜଣେ ଛାତ୍ରୀଙ୍କୁ ମୃତ ଘୋଷଣା କରିଥିଲେ । ଗୁରୁତର ଆହତ କିଛି ଛାତ୍ରଛାତ୍ରୀଙ୍କୁ ଉନ୍ନତ ଚିକିତ୍ସା ପାଇଁ ସ୍ଥାନାନ୍ତର କରାଯାଇଛି । ଘଟଣା ସ୍ଥଳରେ ପୋଲିସ ଓ ପ୍ରଶାସନିକ ଅଧିକାରୀମାନେ ପହଞ୍ଚି ତଦନ୍ତ ଆରମ୍ଭ କରିଛନ୍ତି ।: [950, 507, 1137, 848]
